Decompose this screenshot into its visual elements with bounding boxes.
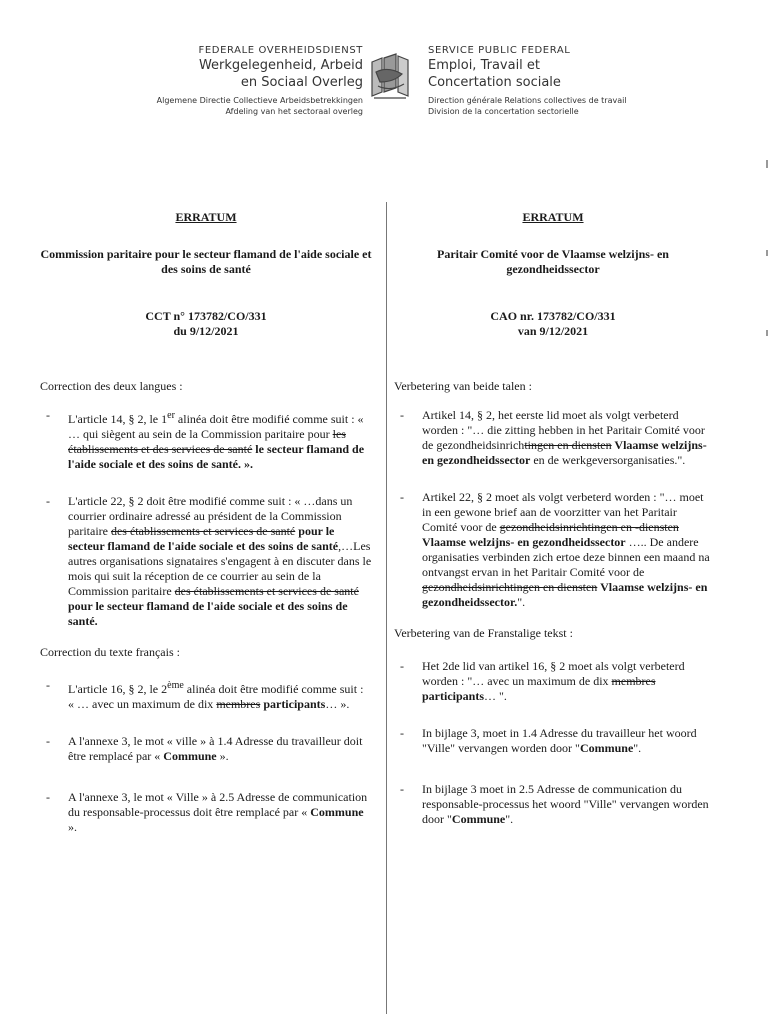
fr-intro: Correction des deux langues : xyxy=(40,379,183,393)
fr-cct-date: du 9/12/2021 xyxy=(173,324,239,338)
nl-cao-date: van 9/12/2021 xyxy=(517,324,589,338)
nl-item-3-text: Het 2de lid van artikel 16, § 2 moet als volgt verbeterd worden : "… avec un maximum de dix xyxy=(422,659,685,688)
fr-item-3-end: … ». xyxy=(325,697,350,711)
fr-item-2 xyxy=(40,494,372,629)
fr-item-3-text-b: alinéa doit être modifié comme suit : « … avec un maximum de dix xyxy=(68,682,364,711)
bullet-dash: - xyxy=(46,494,50,508)
nl-item-2-bold-2: Vlaamse welzijns- en gezondheidssector. xyxy=(422,580,708,609)
nl-item-5 xyxy=(394,782,712,827)
dutch-column xyxy=(394,210,712,827)
header-left-dir1: Algemene Directie Collectieve Arbeidsbetrekkingen xyxy=(156,96,363,105)
fr-item-2-bold-2: pour le secteur flamand de l'aide sociale et des soins de santé. xyxy=(68,599,348,628)
fr-item-2-text-b: ,…Les autres organisations signataires s'engagent à en discuter dans le mois qui suit la réception de ce courrier au sein de la Commission paritaire xyxy=(68,539,372,598)
fr-item-2-strike: des établissements et services de santé xyxy=(110,524,296,538)
header-left-org: FEDERALE OVERHEIDSDIENST xyxy=(198,45,363,56)
nl-cao-number: CAO nr. 173782/CO/331 xyxy=(490,309,616,323)
nl-subtitle: Paritair Comité voor de Vlaamse welzijns- en gezondheidssector xyxy=(437,247,669,276)
fr-item-2-strike-2: des établissements et services de santé xyxy=(174,584,359,598)
nl-item-5-text: In bijlage 3 moet in 2.5 Adresse de communication du responsable-processus het woord "Ville" vervangen worden door " xyxy=(422,782,709,826)
header-right-dir1: Direction générale Relations collectives de travail xyxy=(428,96,627,105)
fr-item-1-strike: les établissements et des services de santé xyxy=(68,427,346,456)
nl-item-2-text-b: ….. De andere organisaties verbinden zich ertoe deze binnen een maand na ontvangst ervan in het Paritair Comité voor de xyxy=(422,535,710,579)
fr-item-1-text: L'article 14, § 2, le 1 xyxy=(68,412,168,426)
nl-item-5-end: ". xyxy=(505,812,514,826)
nl-item-5-bold: Commune xyxy=(451,812,506,826)
bullet-dash: - xyxy=(46,734,50,748)
bullet-dash: - xyxy=(400,659,404,673)
header-right xyxy=(428,44,627,117)
fr-subtitle: Commission paritaire pour le secteur flamand de l'aide sociale et des soins de santé xyxy=(40,247,372,276)
header-right-line2: Concertation sociale xyxy=(428,75,561,90)
nl-item-2 xyxy=(394,490,712,610)
fr-item-4-bold: Commune xyxy=(163,749,217,763)
nl-item-3-end: … ". xyxy=(484,689,507,703)
nl-title: ERRATUM xyxy=(522,210,584,224)
nl-item-4 xyxy=(394,726,712,756)
fr-title: ERRATUM xyxy=(175,210,237,224)
nl-item-1-bold: Vlaamse welzijns- en gezondheidssector xyxy=(422,438,707,467)
header-left-line2: en Sociaal Overleg xyxy=(240,75,363,90)
fr-item-3-text: L'article 16, § 2, le 2 xyxy=(68,682,168,696)
header-right-org: SERVICE PUBLIC FEDERAL xyxy=(428,45,571,56)
fr-item-4 xyxy=(40,734,372,764)
fr-item-1-sup: er xyxy=(167,410,175,421)
header-left-line1: Werkgelegenheid, Arbeid xyxy=(198,58,363,73)
nl-item-2-text: Artikel 22, § 2 moet als volgt verbeterd worden : "… moet in een gewone brief aan de voorzitter van het Paritair Comité voor de xyxy=(422,490,704,534)
fr-item-2-bold: pour le secteur flamand de l'aide sociale et des soins de santé xyxy=(68,524,339,553)
fr-item-5-bold: Commune xyxy=(310,805,364,819)
fr-item-4-text: A l'annexe 3, le mot « ville » à 1.4 Adresse du travailleur doit être remplacé par « xyxy=(68,734,363,763)
nl-item-1-text: Artikel 14, § 2, het eerste lid moet als volgt verbeterd worden : "… die zitting hebben in het Paritair Comité voor de gezondheidsinrich xyxy=(422,408,705,452)
scan-edge-mark xyxy=(766,330,768,336)
header-left xyxy=(157,44,363,117)
header-right-dir2: Division de la concertation sectorielle xyxy=(428,107,579,116)
french-column xyxy=(40,210,372,835)
scan-edge-mark xyxy=(766,160,768,168)
nl-item-2-bold: Vlaamse welzijns- en gezondheidssector xyxy=(422,535,626,549)
bullet-dash: - xyxy=(46,790,50,804)
nl-section-2: Verbetering van de Franstalige tekst : xyxy=(394,626,573,640)
fr-item-2-text: L'article 22, § 2 doit être modifié comme suit : « …dans un courrier ordinaire adressé au président de la Commission paritaire xyxy=(68,494,353,538)
nl-item-2-strike: gezondheidsinrichtingen en -diensten xyxy=(499,520,679,534)
header-left-dir2: Afdeling van het sectoraal overleg xyxy=(225,107,363,116)
nl-item-1-text-b: en de werkgeversorganisaties.". xyxy=(530,453,686,467)
nl-item-1-strike: tingen en diensten xyxy=(524,438,612,452)
fr-item-3-strike: membres xyxy=(216,697,261,711)
nl-item-3-strike: membres xyxy=(611,674,656,688)
nl-item-4-bold: Commune xyxy=(579,741,634,755)
column-divider xyxy=(386,202,387,1014)
bullet-dash: - xyxy=(400,726,404,740)
scan-edge-mark xyxy=(766,250,768,256)
nl-intro: Verbetering van beide talen : xyxy=(394,379,532,393)
nl-item-2-end: ". xyxy=(517,595,526,609)
fr-cct-number: CCT n° 173782/CO/331 xyxy=(145,309,267,323)
bullet-dash: - xyxy=(46,678,50,692)
bullet-dash: - xyxy=(46,408,50,422)
bullet-dash: - xyxy=(400,782,404,796)
bullet-dash: - xyxy=(400,408,404,422)
nl-item-1 xyxy=(394,408,712,468)
fr-item-3 xyxy=(40,678,372,712)
fr-item-1-bold: le secteur flamand de l'aide sociale et des soins de santé. xyxy=(68,442,365,471)
nl-item-4-text: In bijlage 3, moet in 1.4 Adresse du travailleur het woord "Ville" vervangen worden door " xyxy=(422,726,697,755)
fr-section-2: Correction du texte français : xyxy=(40,645,180,659)
fr-item-1-text-b: alinéa doit être modifié comme suit : « … qui siègent au sein de la Commission paritaire pour xyxy=(68,412,364,441)
nl-item-2-strike-2: gezondheidsinrichtingen en diensten xyxy=(422,580,598,594)
bullet-dash: - xyxy=(400,490,404,504)
fr-item-1 xyxy=(40,408,372,472)
fr-item-3-sup: ème xyxy=(167,680,184,691)
header-right-line1: Emploi, Travail et xyxy=(428,58,541,73)
fr-item-1-end: ». xyxy=(241,457,253,471)
fr-item-5 xyxy=(40,790,372,835)
fr-item-4-end: ». xyxy=(216,749,229,763)
belgium-logo-icon xyxy=(368,52,412,104)
fr-item-3-bold: participants xyxy=(260,697,326,711)
fr-item-5-end: ». xyxy=(68,820,77,834)
nl-item-3-bold: participants xyxy=(422,689,485,703)
fr-item-5-text: A l'annexe 3, le mot « Ville » à 2.5 Adresse de communication du responsable-processus doit être remplacé par « xyxy=(68,790,368,819)
nl-item-4-end: ". xyxy=(633,741,642,755)
nl-item-3 xyxy=(394,659,712,704)
